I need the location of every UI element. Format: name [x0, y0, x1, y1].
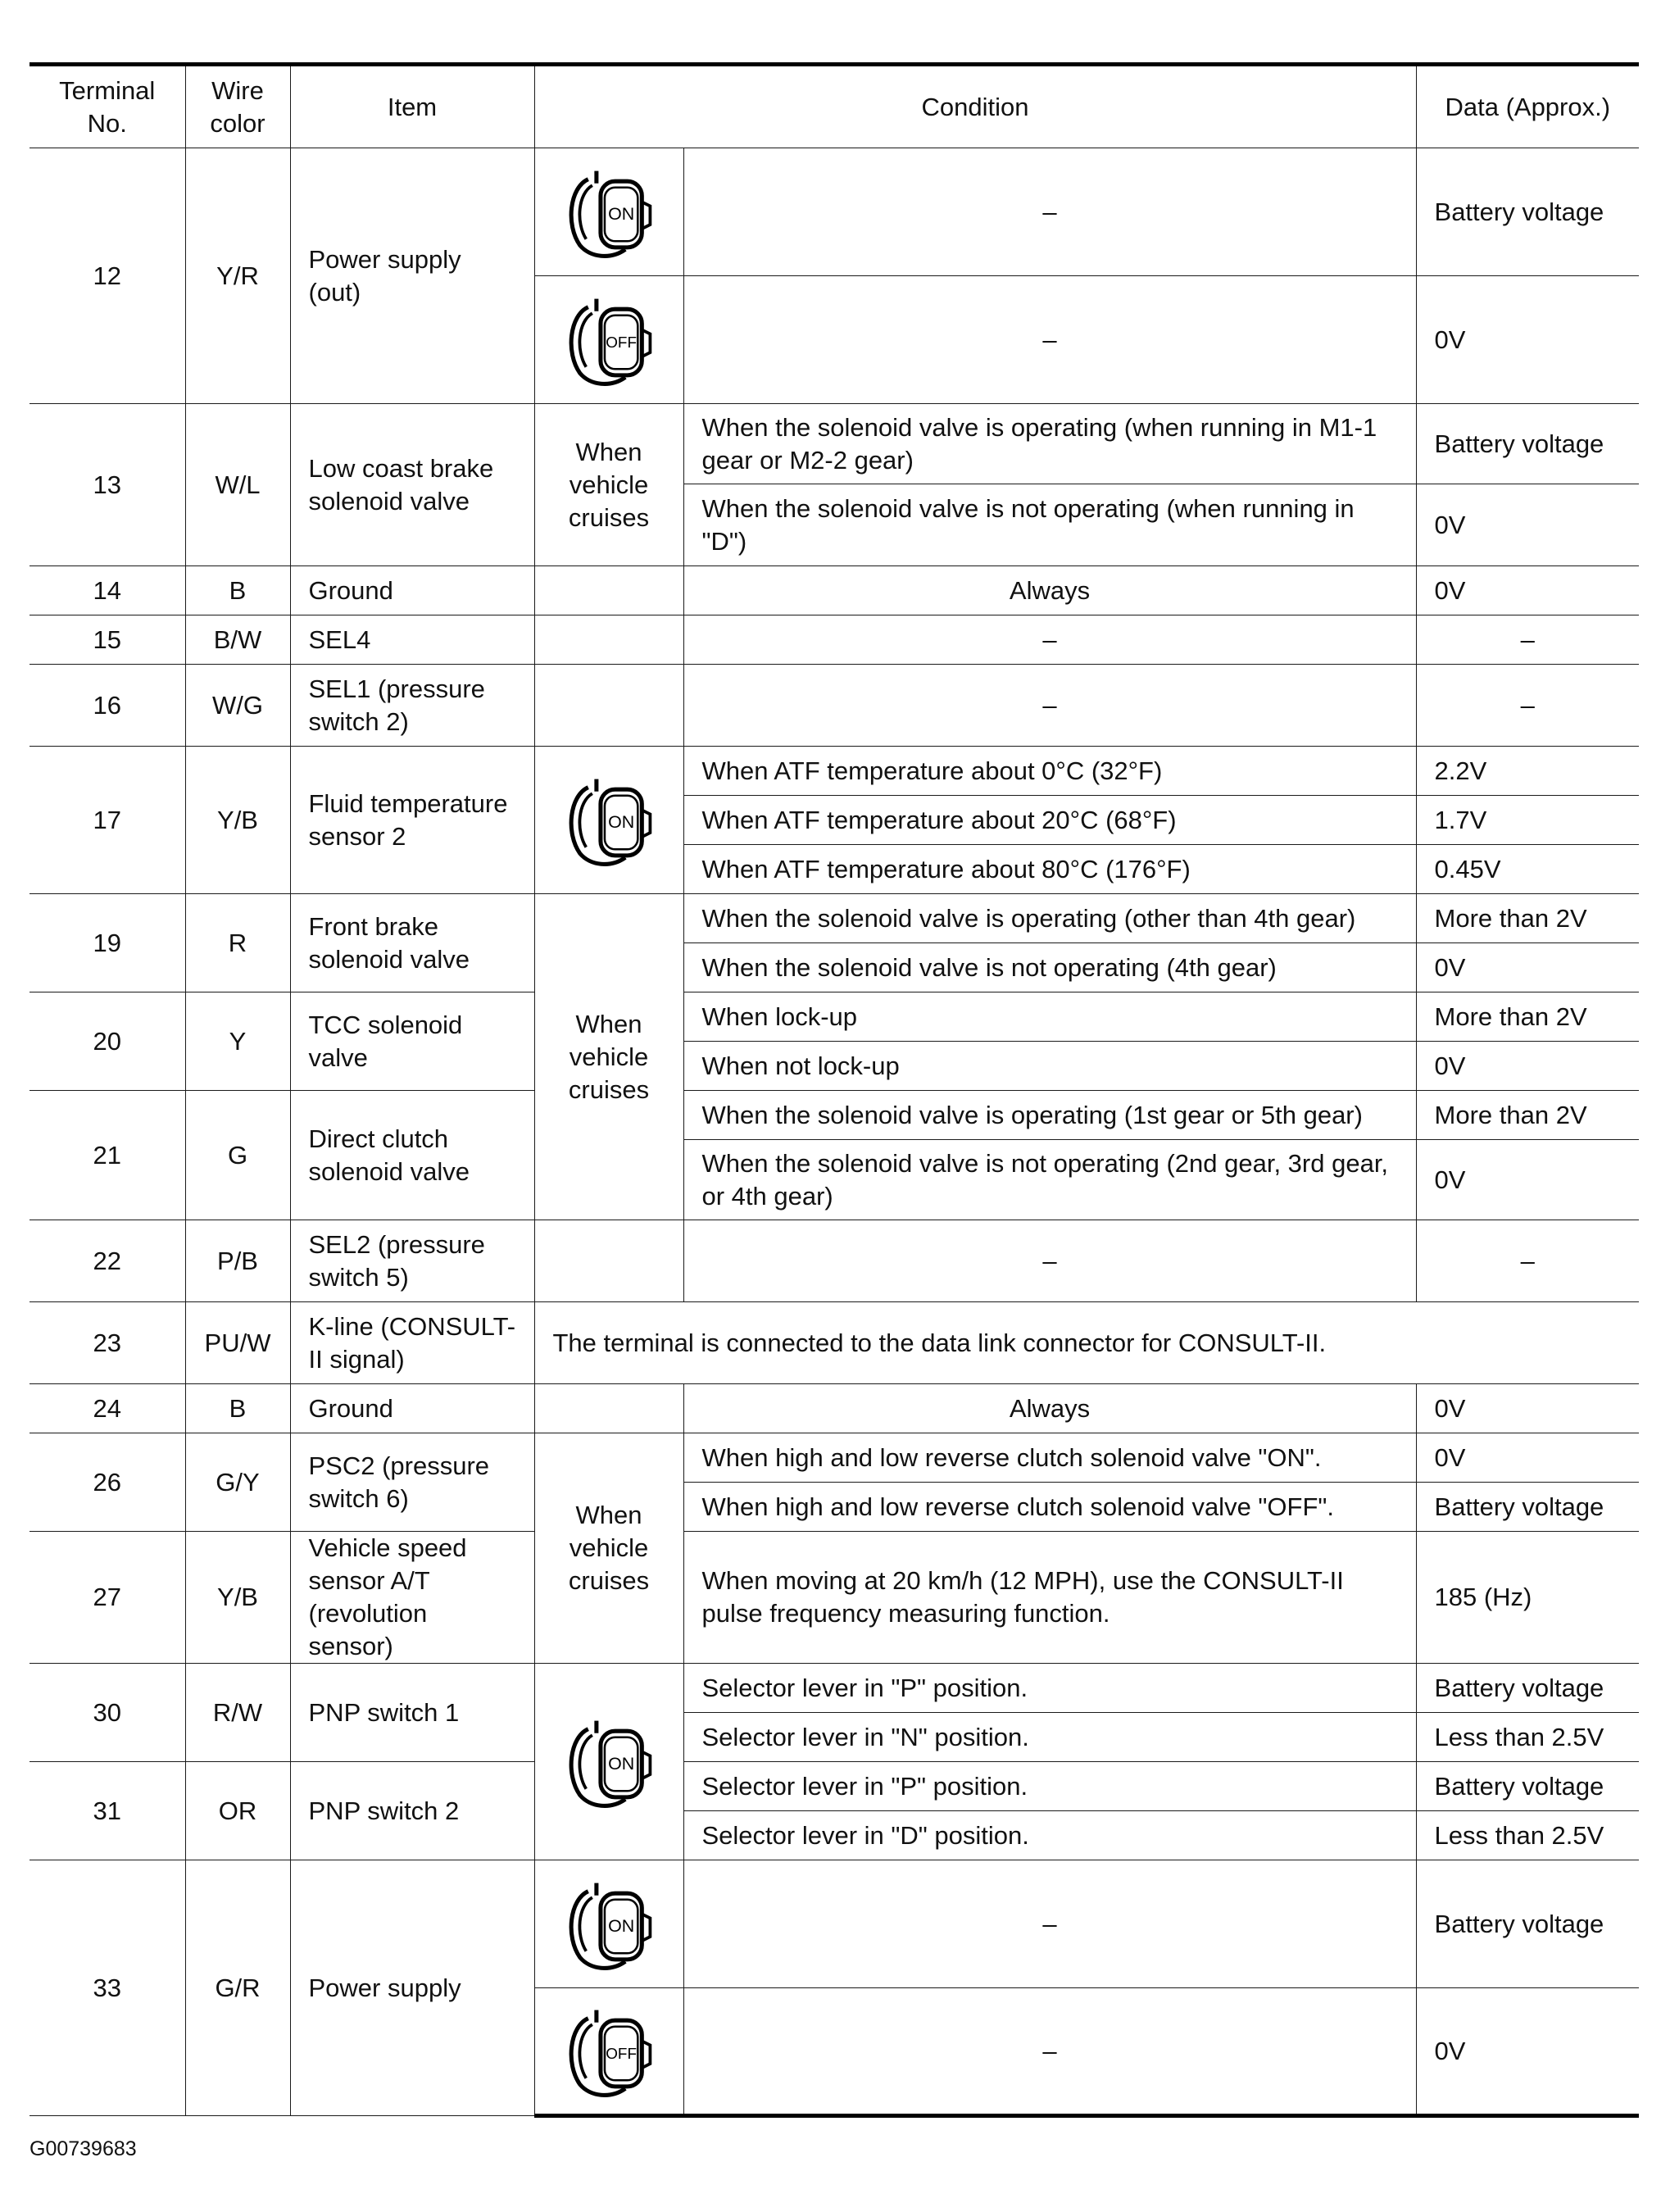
condition: Selector lever in "P" position. [683, 1762, 1416, 1811]
data-value: 0V [1416, 1140, 1639, 1220]
wire-color: P/B [185, 1220, 290, 1302]
svg-text:ON: ON [608, 811, 635, 832]
wire-color: G/R [185, 1860, 290, 2116]
wire-color: Y/B [185, 1532, 290, 1664]
table-row [29, 1091, 1639, 1140]
data-value: 0V [1416, 566, 1639, 615]
item: Power supply (out) [290, 148, 534, 404]
table-row [29, 1220, 1639, 1302]
wire-color: OR [185, 1762, 290, 1860]
condition: When the solenoid valve is not operating (4th gear) [683, 943, 1416, 992]
item: PNP switch 2 [290, 1762, 534, 1860]
header-wire-color: Wire color [185, 65, 290, 148]
terminal-no: 13 [29, 404, 185, 566]
condition: Always [683, 1384, 1416, 1433]
data-value: More than 2V [1416, 894, 1639, 943]
terminal-no: 24 [29, 1384, 185, 1433]
condition: When the solenoid valve is operating (other than 4th gear) [683, 894, 1416, 943]
header-data: Data (Approx.) [1416, 65, 1639, 148]
vehicle-state: When vehicle cruises [534, 404, 683, 566]
ignition-on-icon [534, 148, 683, 276]
terminal-table [29, 62, 1639, 2118]
terminal-no: 30 [29, 1664, 185, 1762]
item: Fluid temperature sensor 2 [290, 747, 534, 894]
data-value: More than 2V [1416, 1091, 1639, 1140]
ignition-on-icon [534, 1860, 683, 1988]
item: Front brake solenoid valve [290, 894, 534, 992]
wire-color: Y/B [185, 747, 290, 894]
wire-color: G [185, 1091, 290, 1220]
wire-color: B [185, 1384, 290, 1433]
data-value: 1.7V [1416, 796, 1639, 845]
wire-color: B/W [185, 615, 290, 665]
data-value: – [1416, 1220, 1639, 1302]
condition: – [683, 276, 1416, 404]
header-condition: Condition [534, 65, 1416, 148]
condition: – [683, 665, 1416, 747]
state-empty [534, 566, 683, 615]
condition: When ATF temperature about 80°C (176°F) [683, 845, 1416, 894]
item: Direct clutch solenoid valve [290, 1091, 534, 1220]
item: PNP switch 1 [290, 1664, 534, 1762]
svg-text:OFF: OFF [606, 334, 638, 352]
ignition-on-icon [534, 747, 683, 894]
item: K-line (CONSULT-II signal) [290, 1302, 534, 1384]
data-value: Battery voltage [1416, 148, 1639, 276]
wire-color: G/Y [185, 1433, 290, 1532]
note: The terminal is connected to the data link connector for CONSULT-II. [534, 1302, 1639, 1384]
svg-text:OFF: OFF [606, 2045, 638, 2063]
table-row [29, 992, 1639, 1042]
wire-color: B [185, 566, 290, 615]
condition: Always [683, 566, 1416, 615]
data-value: 0V [1416, 276, 1639, 404]
terminal-no: 22 [29, 1220, 185, 1302]
condition: When the solenoid valve is operating (when running in M1-1 gear or M2-2 gear) [683, 404, 1416, 484]
header-item: Item [290, 65, 534, 148]
terminal-no: 27 [29, 1532, 185, 1664]
item: SEL1 (pressure switch 2) [290, 665, 534, 747]
data-value: 0.45V [1416, 845, 1639, 894]
data-value: 0V [1416, 1384, 1639, 1433]
vehicle-state: When vehicle cruises [534, 1433, 683, 1664]
svg-text:ON: ON [608, 1915, 635, 1936]
condition: When high and low reverse clutch solenoid valve "OFF". [683, 1483, 1416, 1532]
table-header-row [29, 65, 1639, 148]
terminal-no: 15 [29, 615, 185, 665]
wire-color: W/G [185, 665, 290, 747]
data-value: 0V [1416, 943, 1639, 992]
pin-table-page [29, 62, 1639, 2118]
figure-code: G00739683 [29, 2137, 137, 2160]
item: Power supply [290, 1860, 534, 2116]
table-row [29, 148, 1639, 276]
ignition-off-icon [534, 276, 683, 404]
wire-color: Y [185, 992, 290, 1091]
state-empty [534, 665, 683, 747]
data-value: Less than 2.5V [1416, 1811, 1639, 1860]
terminal-no: 20 [29, 992, 185, 1091]
item: PSC2 (pressure switch 6) [290, 1433, 534, 1532]
table-row [29, 1664, 1639, 1713]
condition: – [683, 148, 1416, 276]
terminal-no: 14 [29, 566, 185, 615]
data-value: 0V [1416, 1433, 1639, 1483]
item: SEL2 (pressure switch 5) [290, 1220, 534, 1302]
condition: – [683, 1988, 1416, 2116]
item: TCC solenoid valve [290, 992, 534, 1091]
wire-color: Y/R [185, 148, 290, 404]
data-value: 0V [1416, 484, 1639, 566]
svg-text:ON: ON [608, 1753, 635, 1774]
condition: Selector lever in "P" position. [683, 1664, 1416, 1713]
terminal-no: 33 [29, 1860, 185, 2116]
item: Ground [290, 566, 534, 615]
ignition-on-icon [534, 1664, 683, 1860]
table-row [29, 747, 1639, 796]
item: Low coast brake solenoid valve [290, 404, 534, 566]
table-row [29, 1302, 1639, 1384]
data-value: Battery voltage [1416, 404, 1639, 484]
data-value: Less than 2.5V [1416, 1713, 1639, 1762]
data-value: Battery voltage [1416, 1664, 1639, 1713]
wire-color: W/L [185, 404, 290, 566]
state-empty [534, 1384, 683, 1433]
table-row [29, 1384, 1639, 1433]
item: SEL4 [290, 615, 534, 665]
item: Vehicle speed sensor A/T (revolution sensor) [290, 1532, 534, 1664]
state-empty [534, 615, 683, 665]
table-row [29, 1532, 1639, 1664]
condition: When high and low reverse clutch solenoid valve "ON". [683, 1433, 1416, 1483]
table-row [29, 404, 1639, 484]
header-terminal-no: Terminal No. [29, 65, 185, 148]
condition: When ATF temperature about 0°C (32°F) [683, 747, 1416, 796]
vehicle-state: When vehicle cruises [534, 894, 683, 1220]
table-row [29, 1860, 1639, 1988]
data-value: 0V [1416, 1988, 1639, 2116]
condition: When the solenoid valve is operating (1st gear or 5th gear) [683, 1091, 1416, 1140]
table-row [29, 1433, 1639, 1483]
terminal-no: 16 [29, 665, 185, 747]
data-value: Battery voltage [1416, 1762, 1639, 1811]
svg-text:ON: ON [608, 203, 635, 224]
wire-color: PU/W [185, 1302, 290, 1384]
condition: Selector lever in "D" position. [683, 1811, 1416, 1860]
data-value: More than 2V [1416, 992, 1639, 1042]
data-value: Battery voltage [1416, 1860, 1639, 1988]
terminal-no: 23 [29, 1302, 185, 1384]
terminal-no: 21 [29, 1091, 185, 1220]
condition: When moving at 20 km/h (12 MPH), use the CONSULT-II pulse frequency measuring function. [683, 1532, 1416, 1664]
table-row [29, 894, 1639, 943]
data-value: – [1416, 665, 1639, 747]
data-value: – [1416, 615, 1639, 665]
data-value: 0V [1416, 1042, 1639, 1091]
table-row [29, 566, 1639, 615]
condition: – [683, 615, 1416, 665]
table-row [29, 1762, 1639, 1811]
terminal-no: 26 [29, 1433, 185, 1532]
table-row [29, 665, 1639, 747]
item: Ground [290, 1384, 534, 1433]
condition: – [683, 1220, 1416, 1302]
condition: When ATF temperature about 20°C (68°F) [683, 796, 1416, 845]
condition: When the solenoid valve is not operating (when running in "D") [683, 484, 1416, 566]
terminal-no: 17 [29, 747, 185, 894]
condition: When lock-up [683, 992, 1416, 1042]
table-row [29, 615, 1639, 665]
data-value: Battery voltage [1416, 1483, 1639, 1532]
terminal-no: 31 [29, 1762, 185, 1860]
state-empty [534, 1220, 683, 1302]
terminal-no: 19 [29, 894, 185, 992]
wire-color: R [185, 894, 290, 992]
data-value: 2.2V [1416, 747, 1639, 796]
terminal-no: 12 [29, 148, 185, 404]
data-value: 185 (Hz) [1416, 1532, 1639, 1664]
ignition-off-icon [534, 1988, 683, 2116]
wire-color: R/W [185, 1664, 290, 1762]
condition: – [683, 1860, 1416, 1988]
condition: Selector lever in "N" position. [683, 1713, 1416, 1762]
condition: When not lock-up [683, 1042, 1416, 1091]
condition: When the solenoid valve is not operating (2nd gear, 3rd gear, or 4th gear) [683, 1140, 1416, 1220]
